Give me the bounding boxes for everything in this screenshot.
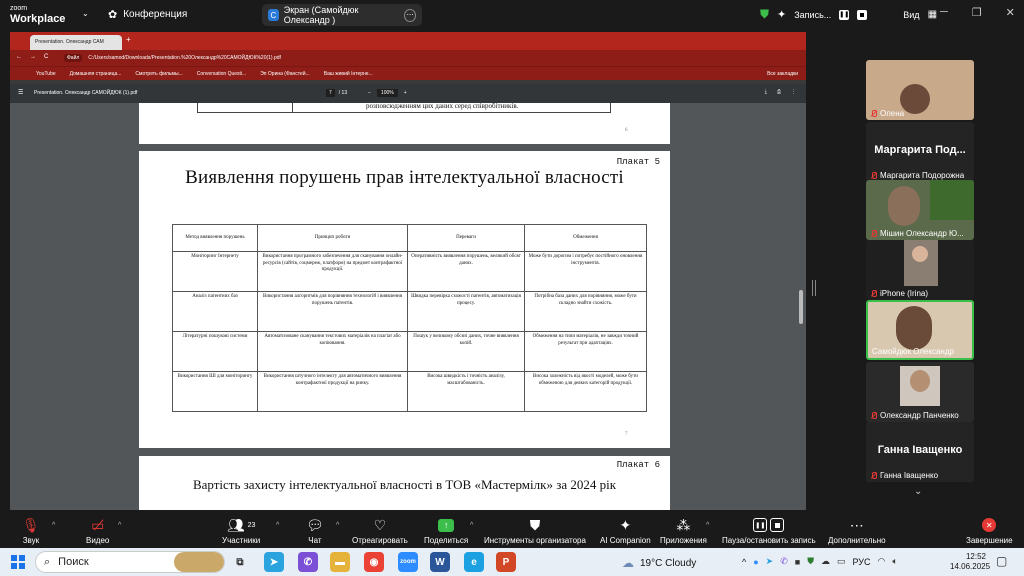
participant-tile[interactable]: Мішин Олександр Ю... [866,180,974,240]
viber-tray-icon[interactable]: ✆ [780,556,788,566]
table-cell: Висока залежність від якості моделей, може бути обмеженою для деяких категорій продукції. [525,372,647,412]
table-header: Обмеження [525,225,647,252]
table-row: розповсюдженням цих даних серед співробітників. [197,103,611,113]
host-tools-button[interactable]: ⛊ Инструменты организатора [484,516,586,545]
table-header: Принцип роботи [258,225,408,252]
table-cell: Потрібна база даних для порівняння, може бути складно знайти схожість. [525,292,647,332]
zoom-out-icon[interactable]: − [368,90,371,96]
zoom-in-icon[interactable]: + [403,90,407,96]
taskbar-search[interactable]: ⌕ Поиск [35,551,225,573]
chrome-icon[interactable]: ◉ [364,552,384,572]
wifi-icon[interactable]: ◠ [877,556,886,566]
language-indicator[interactable]: РУС [852,556,871,567]
close-icon[interactable]: ✕ [1005,7,1015,19]
table-cell: Використання ШІ для моніторингу [173,372,258,412]
page-number: 6 [625,128,628,133]
participants-count: 23 [247,521,256,529]
participant-tile[interactable]: Маргарита Под... Маргарита Подорожна [866,122,974,182]
end-button[interactable]: ✕ Завершение [966,516,1013,545]
chevron-up-icon[interactable]: ^ [52,522,56,529]
new-tab-icon[interactable]: + [126,35,131,44]
zoom-app-icon[interactable]: zoom [398,552,418,572]
bookmark-item[interactable]: Conversation Questi... [196,70,247,77]
people-icon: 👥︎ [226,516,245,533]
chevron-down-icon[interactable]: ⌄ [914,486,923,497]
table-cell: Літературні пошукові системи [173,332,258,372]
address-bar[interactable] [10,50,806,66]
pdf-page-current [139,151,670,448]
react-button[interactable]: ♡ Отреагировать [352,516,408,545]
ai-companion-button[interactable]: ✦ AI Companion [600,516,651,545]
pause-record-button[interactable]: ❚❚ Пауза/остановить запись [722,516,816,545]
browser-tab[interactable]: Presentation. Олександр САМ [30,35,122,50]
participants-panel [866,60,974,482]
table-cell: Використання штучного інтелекту для автоматичного виявлення контрафактної продукції на ринку. [258,372,408,412]
share-button[interactable]: ↑ Поделиться [424,520,469,545]
mic-off-icon [870,230,877,237]
participant-tile[interactable]: iPhone (Irina) [866,240,974,300]
shared-screen [10,32,806,510]
grid-icon[interactable]: ▦ [927,9,938,20]
heart-icon: ♡ [373,516,387,533]
mic-off-icon [870,172,877,179]
pdf-page-prev [139,103,670,144]
shield-icon[interactable]: ⛊ [760,7,770,21]
video-off-icon: ▭̸ [91,516,105,533]
video-button[interactable]: ▭̸ Видео [86,516,110,545]
pdf-page-next [139,456,670,510]
nav-arrows-icon[interactable]: ←→C [16,54,57,60]
file-label: Файл [64,54,82,62]
poster-label: Плакат 5 [616,157,660,167]
pdf-title: Presentation. Олександр САМОЙДЮК (1).pdf [34,90,138,96]
table-cell: Використання програмного забезпечення для сканування онлайн-ресурсів (сайтів, соцмереж, платформ) на предмет контрафактної продукції. [258,252,408,292]
antivirus-tray-icon[interactable]: ⛊ [807,556,814,566]
pause-icon: ❚❚ [753,518,767,532]
participant-tile[interactable]: Ганна Іващенко Ганна Іващенко [866,422,974,482]
edge-icon[interactable]: e [464,552,484,572]
mic-off-icon [870,110,877,117]
table-cell: Може бути дорогим і потребує постійного оновлення інструментів. [525,252,647,292]
poster-label: Плакат 6 [616,460,660,470]
clock[interactable]: 12:52 14.06.2025 [950,552,991,571]
search-highlight-icon [174,552,224,572]
table-row [173,292,647,332]
table-cell: Висока швидкість і точність аналізу, масштабованість. [408,372,525,412]
screen-share-pill[interactable]: C Экран (Самойдюк Олександр ) ⋯ [262,4,422,26]
meeting-toolbar [0,512,1024,548]
page-number: 7 [625,432,628,437]
table-cell: Оперативність виявлення порушень, великий обсяг даних. [408,252,525,292]
word-icon[interactable]: W [430,552,450,572]
mic-off-icon [870,412,877,419]
table-cell: Автоматизоване сканування текстових матеріалів на плагіат або копіювання. [258,332,408,372]
system-tray [742,556,898,567]
address-text: C:/Users/samod/Downloads/Presentation.%20Олександр%20САМОЙДЮК%20(1).pdf [88,55,281,61]
window-controls [940,6,1015,19]
close-icon: ✕ [982,518,996,532]
telegram-icon[interactable]: ➤ [264,552,284,572]
stop-icon [770,518,784,532]
bookmark-item[interactable]: YouTube [36,70,56,77]
participant-tile[interactable]: Олександр Панченко [866,362,974,422]
chevron-up-icon[interactable]: ^ [742,556,747,567]
table-row [173,332,647,372]
page-input[interactable]: 7 [326,89,335,97]
share-up-icon: ↑ [438,519,454,532]
task-view-icon[interactable]: ⧉ [236,556,244,568]
conference-menu[interactable]: ✿ Конференция [108,9,188,21]
sparkle-icon[interactable]: ✦ [777,9,787,21]
chevron-down-icon[interactable]: ⌄ [82,9,89,18]
participants-button[interactable]: 👥︎ 23 Участники [222,516,261,545]
pdf-zoom-control [368,89,407,97]
pause-icon[interactable]: ❚❚ [839,10,849,20]
zoom-input[interactable]: 100% [377,89,398,97]
menu-icon[interactable]: ☰ [18,90,24,96]
table-cell: Пошук у великому обсязі даних, точне виявлення копій. [408,332,525,372]
more-button[interactable]: ⋯ Дополнительно [828,516,886,545]
table-cell: Аналіз патентних баз [173,292,258,332]
pdf-actions [765,89,796,95]
bookmarks-bar [10,66,806,80]
participant-tile[interactable]: Олена [866,60,974,120]
participant-tile-active[interactable]: Самойдюк Олександр [866,300,974,360]
table-cell: Моніторинг Інтернету [173,252,258,292]
sparkle-icon: ✦ [619,516,632,533]
chat-icon: 💬︎ [306,516,324,533]
table-row [173,372,647,412]
page-title: Виявлення порушень прав інтелектуальної власності [185,167,624,188]
pdf-viewer[interactable] [10,103,806,510]
page-title: Вартість захисту інтелектуальної власності в ТОВ «Мастермілк» за 2024 рік [192,477,617,492]
chevron-up-icon[interactable]: ^ [118,522,122,529]
powerpoint-icon[interactable]: P [496,552,516,572]
table-header: Метод виявлення порушень [173,225,258,252]
view-button[interactable]: Вид [903,9,920,20]
bookmark-item[interactable]: Смотреть фильмы... [135,70,183,77]
mic-off-icon: 🎙︎ [22,516,40,533]
more-icon: ⋯ [849,516,864,533]
print-icon[interactable]: ⎙ [776,89,781,95]
paw-icon: ✿ [108,9,118,21]
folder-icon[interactable]: ▬ [330,552,350,572]
bookmark-item[interactable]: Ваш живий Інтерне... [323,70,373,77]
mic-off-icon [870,472,877,479]
chevron-up-icon[interactable]: ^ [470,522,474,529]
windows-start-icon[interactable] [11,555,25,569]
app-tray-icon[interactable]: ■ [794,556,801,567]
table-cell: Обмеження на типи матеріалів, не завжди точний результат при адаптаціях. [525,332,647,372]
bookmark-item[interactable]: Эп Орина (Фанстей... [260,70,310,77]
table-cell: Швидка перевірка схожості патентів, автоматизація процесу. [408,292,525,332]
chevron-up-icon[interactable]: ^ [706,522,710,529]
table-header: Переваги [408,225,525,252]
viber-icon[interactable]: ✆ [298,552,318,572]
apps-icon: ⁂ [676,516,691,533]
recording-label[interactable]: Запись... [794,9,832,20]
zoom-logo: zoom Workplace [10,5,66,25]
panel-resize-handle[interactable] [812,280,816,296]
bookmark-item[interactable]: Домашняя страница... [69,70,122,77]
pdf-page-control: 7 / 13 [326,89,347,97]
violations-table [172,224,647,412]
mic-off-icon [870,290,877,297]
windows-taskbar [0,548,1024,576]
weather-widget[interactable]: ☁ 19°C Cloudy [622,556,697,570]
more-icon[interactable]: ⋮ [791,89,796,95]
maximize-icon[interactable]: ❐ [971,7,982,19]
telegram-tray-icon[interactable]: ➤ [765,556,774,566]
top-right-controls [760,7,937,22]
cloud-icon: ☁ [622,556,634,570]
zoom-tray-icon[interactable]: ● [753,556,759,567]
download-icon[interactable]: ⤓ [764,89,767,95]
chevron-up-icon[interactable]: ^ [276,522,280,529]
apps-button[interactable]: ⁂ Приложения [660,516,707,545]
zoom-top-bar [0,0,1024,30]
stop-icon[interactable] [857,10,867,20]
table-cell: Використання алгоритмів для порівняння технологій і виявлення порушень патентів. [258,292,408,332]
chat-button[interactable]: 💬︎ Чат [306,516,324,545]
browser-tab-bar [10,32,806,50]
audio-button[interactable]: 🎙︎ Звук [22,516,40,545]
search-icon: ⌕ [44,555,51,568]
screen-share-badge: C [268,9,279,21]
battery-icon[interactable]: ▭ [836,556,846,566]
all-bookmarks[interactable]: Все закладки [767,71,798,77]
volume-icon[interactable]: 🔈︎ [892,556,898,566]
chevron-up-icon[interactable]: ^ [336,522,340,529]
shield-icon: ⛊ [529,516,541,533]
notification-icon[interactable]: ▢ [996,554,1008,568]
pdf-toolbar [10,84,806,103]
minimize-icon[interactable]: ─ [940,6,948,18]
onedrive-tray-icon[interactable]: ☁ [820,556,830,566]
more-icon[interactable]: ⋯ [404,9,416,22]
table-row [173,252,647,292]
scrollbar-thumb[interactable] [799,290,803,324]
